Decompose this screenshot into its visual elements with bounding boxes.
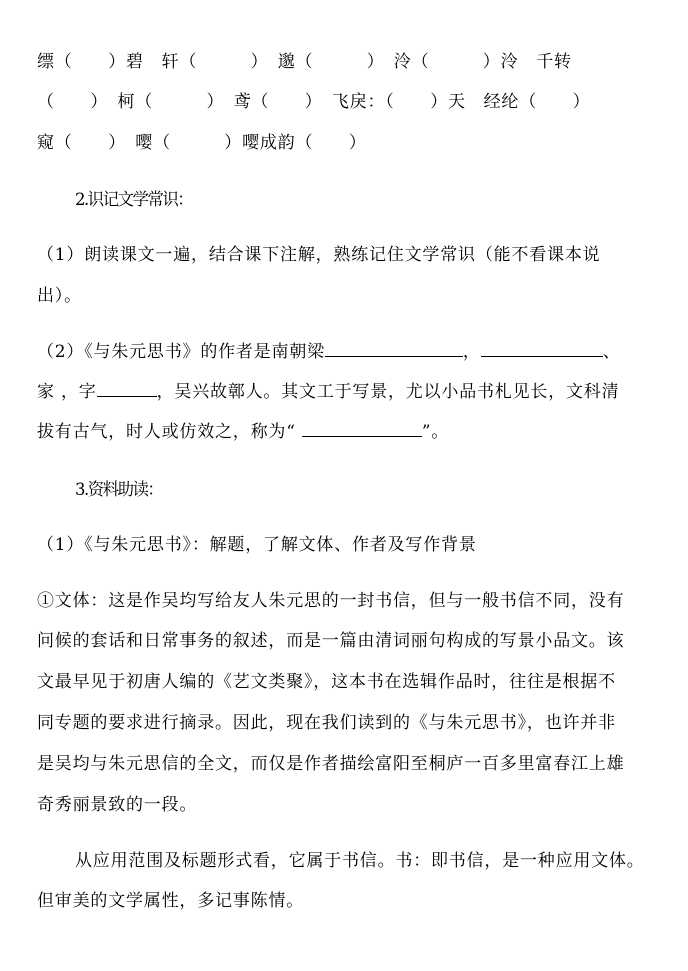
item-2-dunhao: 、 [602, 342, 621, 362]
style-name-blank[interactable] [302, 420, 422, 437]
para-1-line-6: 奇秀丽景致的一段。 [37, 795, 198, 815]
section-2-item-1-line-1: （1）朗读课文一遍，结合课下注解，熟练记住文学常识（能不看课本说 [37, 245, 601, 265]
item-2-text-style: 拔有古气，时人或仿效之，称为“ [37, 422, 302, 442]
identity-answer-blank[interactable] [481, 340, 603, 357]
pinyin-line-2: （ ） 柯（ ） 鸢（ ） 飞戾：（ ）天 经纶（ ） [37, 92, 591, 112]
section-3-heading: 3.资料助读： [75, 480, 163, 500]
para-1-line-2: 问候的套话和日常事务的叙述，而是一篇由清词丽句构成的写景小品文。该 [37, 631, 625, 651]
item-2-text-end: ”。 [421, 422, 450, 442]
section-2-item-2-line-3 [37, 420, 661, 444]
section-2-heading: 2.识记文学常识： [75, 190, 193, 210]
pinyin-line-3: 窥（ ） 嘤（ ）嘤成韵（ ） [37, 133, 367, 153]
section-2-item-1-line-2: 出）。 [37, 286, 82, 306]
author-answer-blank[interactable] [325, 340, 463, 357]
para-2-line-1: 从应用范围及标题形式看，它属于书信。书：即书信，是一种应用文体。 [75, 851, 645, 871]
para-2-line-2: 但审美的文学属性，多记事陈情。 [37, 891, 304, 911]
para-1-line-4: 同专题的要求进行摘录。因此，现在我们读到的《与朱元思书》，也许并非 [37, 713, 616, 733]
courtesy-name-blank[interactable] [97, 380, 157, 397]
item-2-text-zi: 家 ，字 [37, 382, 97, 402]
item-2-text-bio: ，吴兴故鄣人。其文工于写景，尤以小品书札见长，文科清 [156, 382, 620, 402]
para-1-line-5: 是吴均与朱元思信的全文，而仅是作者描绘富阳至桐庐一百多里富春江上雄 [37, 754, 625, 774]
item-2-comma: ， [462, 342, 481, 362]
para-1-line-3: 文最早见于初唐人编的《艺文类聚》，这本书在选辑作品时，往往是根据不 [37, 672, 616, 692]
para-1-line-1: ①文体：这是作吴均写给友人朱元思的一封书信，但与一般书信不同，没有 [37, 591, 625, 611]
section-2-item-2-line-2 [37, 380, 661, 404]
section-3-item-1: （1）《与朱元思书》：解题，了解文体、作者及写作背景 [37, 535, 477, 555]
pinyin-line-1: 缥（ ）碧 轩（ ） 邈（ ） 泠（ ）泠 千转 [37, 52, 572, 72]
section-2-item-2-line-1 [37, 340, 661, 364]
item-2-text-author: （2）《与朱元思书》的作者是南朝梁 [37, 342, 325, 362]
